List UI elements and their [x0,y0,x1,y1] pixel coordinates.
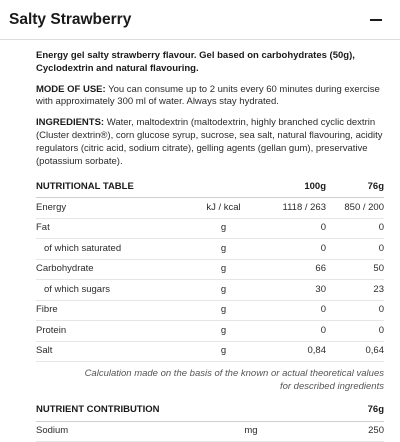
column-header-name: NUTRITIONAL TABLE [36,177,186,198]
row-value-100g: 0 [261,300,326,321]
row-name: Fibre [36,300,186,321]
row-unit: g [186,259,261,280]
column-header-unit [216,400,286,421]
row-value-76g: 23 [326,280,384,301]
row-value-100g: 66 [261,259,326,280]
column-header-76g: 76g [326,177,384,198]
row-name: Sodium [36,421,216,442]
row-value-100g: 30 [261,280,326,301]
ingredients-text: Water, maltodextrin (maltodextrin, highly branched cyclic dextrin (Cluster dextrin®), corn glucose syrup, sucrose, sea salt, natural flavouring, acidity regulators (citric acid, sodium citrate), gelling agents (gellan gum), preservative (potassium sorbate). [36,117,383,167]
column-header-100g: 100g [261,177,326,198]
row-unit: g [186,280,261,301]
minus-icon[interactable] [366,10,386,30]
table-row [36,280,384,301]
table-row [36,239,384,260]
row-value-76g: 0 [326,321,384,342]
row-name: Fat [36,218,186,239]
ingredients [36,117,384,168]
row-value-76g: 0 [326,239,384,260]
column-header-unit [186,177,261,198]
row-value-76g: 250 [286,421,384,442]
row-unit: g [186,341,261,362]
ingredients-label: INGREDIENTS: [36,117,105,129]
row-value-100g: 0 [261,239,326,260]
mode-of-use [36,84,384,110]
row-value-76g: 0 [326,300,384,321]
row-value-100g: 1118 / 263 [261,198,326,219]
nutrient-contribution-header [36,400,384,421]
row-value-76g: 850 / 200 [326,198,384,219]
row-value-100g: 0,84 [261,341,326,362]
row-unit: g [186,321,261,342]
column-header-76g: 76g [286,400,384,421]
table-row [36,218,384,239]
row-name: Protein [36,321,186,342]
header-divider [0,39,400,40]
row-value-100g: 0 [261,321,326,342]
table-row [36,421,384,442]
nutritional-table-header [36,177,384,198]
row-name: Energy [36,198,186,219]
nutritional-table [36,177,384,363]
product-title: Salty Strawberry [9,11,132,28]
row-unit: g [186,239,261,260]
row-value-100g: 0 [261,218,326,239]
product-description: Energy gel salty strawberry flavour. Gel based on carbohydrates (50g), Cyclodextrin and natural flavouring. [36,50,355,74]
row-name: Carbohydrate [36,259,186,280]
table-row [36,259,384,280]
table-row [36,321,384,342]
nutrient-contribution-table [36,400,384,442]
row-value-76g: 0 [326,218,384,239]
table-row [36,300,384,321]
row-name: of which saturated [36,239,186,260]
table-row [36,198,384,219]
row-name: Salt [36,341,186,362]
row-unit: g [186,218,261,239]
row-value-76g: 0,64 [326,341,384,362]
product-details [36,50,384,442]
mode-of-use-label: MODE OF USE: [36,83,106,95]
row-unit: kJ / kcal [186,198,261,219]
calculation-note: Calculation made on the basis of the known or actual theoretical values for described ingredients [84,368,384,393]
row-name: of which sugars [36,280,186,301]
row-value-76g: 50 [326,259,384,280]
table-row [36,341,384,362]
column-header-name: NUTRIENT CONTRIBUTION [36,400,216,421]
row-unit: mg [216,421,286,442]
row-unit: g [186,300,261,321]
mode-of-use-text: You can consume up to 2 units every 60 minutes during exercise with approximately 300 ml of water. Always stay hydrated. [36,83,380,108]
accordion-header[interactable] [0,0,400,40]
